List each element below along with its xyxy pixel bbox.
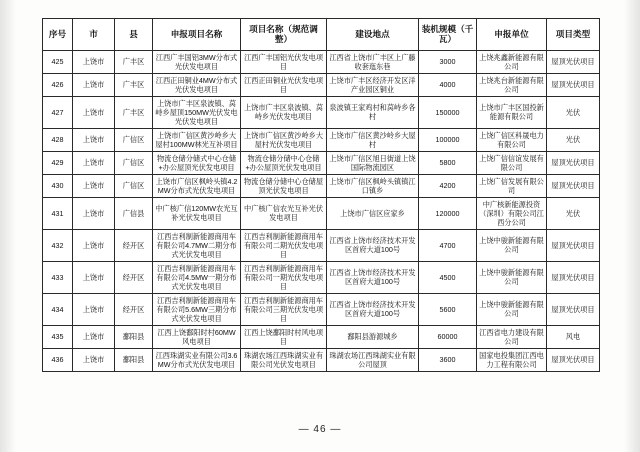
cell-capacity: 100000 [419,128,477,151]
cell-declared-name: 上饶市广信区枫岭头镇4.2MW分布式光伏发电项目 [153,174,241,197]
cell-county: 鄱阳县 [115,325,153,348]
cell-county: 广信区 [115,128,153,151]
cell-unit: 上饶兆鑫新能源有限公司 [477,50,547,73]
cell-location: 江西省上饶市经济技术开发区首府大道100号 [327,229,419,261]
cell-declared-name: 江西广丰国铝3MW分布式光伏发电项目 [153,50,241,73]
table-row [43,261,600,293]
cell-county: 广丰区 [115,96,153,128]
cell-city: 上饶市 [73,261,115,293]
project-table-container [42,18,599,372]
table-row [43,348,600,371]
cell-city: 上饶市 [73,50,115,73]
cell-normalized-name: 上饶市广丰区泉波镇、莴峙乡光伏发电项目 [241,96,327,128]
cell-unit: 上饶广信发展有限公司 [477,174,547,197]
cell-location: 江西省上饶市经济技术开发区首府大道100号 [327,261,419,293]
cell-declared-name: 江西正田铜业4MW分布式光伏发电项目 [153,73,241,96]
cell-capacity: 120000 [419,197,477,229]
cell-location: 上饶市广信区枫岭头镇镇江口镇乡 [327,174,419,197]
cell-no: 435 [43,325,73,348]
right-page-shadow [624,0,640,452]
cell-type: 屋顶光伏项目 [547,50,600,73]
cell-unit: 上饶广信区科晟电力有限公司 [477,128,547,151]
cell-location: 泉波镇王家鸡村和莴峙乡各村 [327,96,419,128]
cell-normalized-name: 江西吉利制新能源商用车有限公司三期光伏发电项目 [241,293,327,325]
cell-no: 436 [43,348,73,371]
cell-county: 广丰区 [115,73,153,96]
cell-city: 上饶市 [73,325,115,348]
table-row [43,96,600,128]
cell-unit: 上饶兆台新能源有限公司 [477,73,547,96]
table-row [43,325,600,348]
cell-no: 433 [43,261,73,293]
cell-unit: 中广核新能源投资（深圳）有限公司江西分公司 [477,197,547,229]
cell-normalized-name: 江西正田铜业光伏发电项目 [241,73,327,96]
cell-no: 427 [43,96,73,128]
cell-declared-name: 上饶市广信区黄沙岭乡大屋村100MW林光互补项目 [153,128,241,151]
cell-county: 经开区 [115,261,153,293]
cell-city: 上饶市 [73,348,115,371]
cell-capacity: 4500 [419,261,477,293]
cell-declared-name: 江西吉利制新能源商用车有限公司4.7MW二期分布式光伏发电项目 [153,229,241,261]
cell-normalized-name: 江西吉利制新能源商用车有限公司一期光伏发电项目 [241,261,327,293]
left-page-shadow [0,0,16,452]
cell-city: 上饶市 [73,151,115,174]
cell-location: 上饶市广信区旭日街道上饶国际物流园区 [327,151,419,174]
cell-type: 光伏 [547,197,600,229]
page-footer [0,424,640,435]
cell-declared-name: 江西吉利制新能源商用车有限公司4.5MW一期分布式光伏发电项目 [153,261,241,293]
cell-location: 上饶市广信区应家乡 [327,197,419,229]
cell-unit: 上饶中骏新能源有限公司 [477,229,547,261]
column-header-declared-name: 申报项目名称 [153,19,241,51]
cell-unit: 上饶中骏新能源有限公司 [477,293,547,325]
cell-declared-name: 江西上饶鄱阳时村60MW风电项目 [153,325,241,348]
cell-unit: 上饶中骏新能源有限公司 [477,261,547,293]
cell-type: 屋顶光伏项目 [547,293,600,325]
cell-location: 上饶市广丰区经济开发区洋产业园区铜业 [327,73,419,96]
cell-capacity: 4200 [419,174,477,197]
cell-county: 经开区 [115,293,153,325]
cell-no: 426 [43,73,73,96]
cell-city: 上饶市 [73,293,115,325]
table-row [43,229,600,261]
cell-type: 屋顶光伏项目 [547,229,600,261]
cell-capacity: 5800 [419,151,477,174]
column-header-unit: 申报单位 [477,19,547,51]
column-header-normalized-name: 项目名称（规范调整） [241,19,327,51]
cell-type: 屋顶光伏项目 [547,73,600,96]
cell-location: 江西省上饶市广丰区上广藤收套迤东巷 [327,50,419,73]
cell-no: 429 [43,151,73,174]
cell-normalized-name: 江西上饶鄱阳时村风电项目 [241,325,327,348]
column-header-city: 市 [73,19,115,51]
cell-county: 广信区 [115,151,153,174]
cell-city: 上饶市 [73,197,115,229]
cell-declared-name: 上饶市广丰区泉波镇、莴峙乡屋顶150MW光伏发电光伏发电项目 [153,96,241,128]
cell-city: 上饶市 [73,96,115,128]
cell-capacity: 4700 [419,229,477,261]
column-header-capacity: 装机规模（千瓦） [419,19,477,51]
table-row [43,50,600,73]
cell-location: 上饶市广信区黄沙岭乡大屋村 [327,128,419,151]
column-header-type: 项目类型 [547,19,600,51]
cell-declared-name: 中广核广信120MW农光互补光伏发电项目 [153,197,241,229]
cell-declared-name: 物流仓储分储式中心仓储+办公屋顶光伏发电项目 [153,151,241,174]
cell-no: 432 [43,229,73,261]
cell-type: 光伏 [547,128,600,151]
cell-type: 屋顶光伏项目 [547,261,600,293]
cell-normalized-name: 珠湖农场江西珠湖实业有限公司光伏发电项目 [241,348,327,371]
cell-no: 431 [43,197,73,229]
cell-capacity: 4000 [419,73,477,96]
cell-unit: 国家电投集团江西电力工程有限公司 [477,348,547,371]
table-row [43,151,600,174]
page-number: — 46 — [298,424,342,435]
column-header-no: 序号 [43,19,73,51]
cell-location: 珠湖农场江西珠湖实业有限公司屋顶 [327,348,419,371]
cell-county: 鄱阳县 [115,348,153,371]
cell-normalized-name: 江西广丰国铝光伏发电项目 [241,50,327,73]
cell-capacity: 150000 [419,96,477,128]
cell-county: 广丰区 [115,50,153,73]
cell-type: 光伏 [547,96,600,128]
cell-normalized-name: 物流仓储分储中心仓储+办公屋顶光伏发电项目 [241,151,327,174]
cell-county: 广信县 [115,197,153,229]
project-table [42,18,600,372]
cell-no: 428 [43,128,73,151]
cell-normalized-name: 江西吉利制新能源商用车有限公司二期光伏发电项目 [241,229,327,261]
column-header-location: 建设地点 [327,19,419,51]
cell-type: 风电 [547,325,600,348]
cell-unit: 上饶市广丰区国投新能源有限公司 [477,96,547,128]
cell-type: 屋顶光伏项目 [547,174,600,197]
cell-no: 425 [43,50,73,73]
cell-city: 上饶市 [73,229,115,261]
column-header-county: 县 [115,19,153,51]
cell-capacity: 5600 [419,293,477,325]
cell-unit: 江西省电力建设有限公司 [477,325,547,348]
cell-normalized-name: 物流仓储分储中心仓储屋顶光伏发电项目 [241,174,327,197]
cell-city: 上饶市 [73,73,115,96]
cell-declared-name: 江西吉利制新能源商用车有限公司5.6MW三期分布式光伏发电项目 [153,293,241,325]
cell-type: 屋顶光伏项目 [547,348,600,371]
table-row [43,128,600,151]
table-row [43,293,600,325]
cell-location: 鄱阳县游源城乡 [327,325,419,348]
cell-city: 上饶市 [73,128,115,151]
cell-normalized-name: 中广核广信农光互补光伏发电项目 [241,197,327,229]
table-row [43,73,600,96]
table-row [43,174,600,197]
cell-capacity: 3000 [419,50,477,73]
cell-no: 430 [43,174,73,197]
cell-type: 屋顶光伏项目 [547,151,600,174]
table-body [43,50,600,371]
table-header-row [43,19,600,51]
cell-capacity: 3600 [419,348,477,371]
cell-county: 经开区 [115,229,153,261]
cell-county: 广信区 [115,174,153,197]
cell-normalized-name: 上饶市广信区黄沙岭乡大屋村光伏发电项目 [241,128,327,151]
cell-capacity: 60000 [419,325,477,348]
cell-no: 434 [43,293,73,325]
cell-location: 江西省上饶市经济技术开发区首府大道100号 [327,293,419,325]
cell-city: 上饶市 [73,174,115,197]
cell-declared-name: 江西珠湖实业有限公司3.6MW分布式光伏发电项目 [153,348,241,371]
table-row [43,197,600,229]
cell-unit: 上饶广信信谊发展有限公司 [477,151,547,174]
